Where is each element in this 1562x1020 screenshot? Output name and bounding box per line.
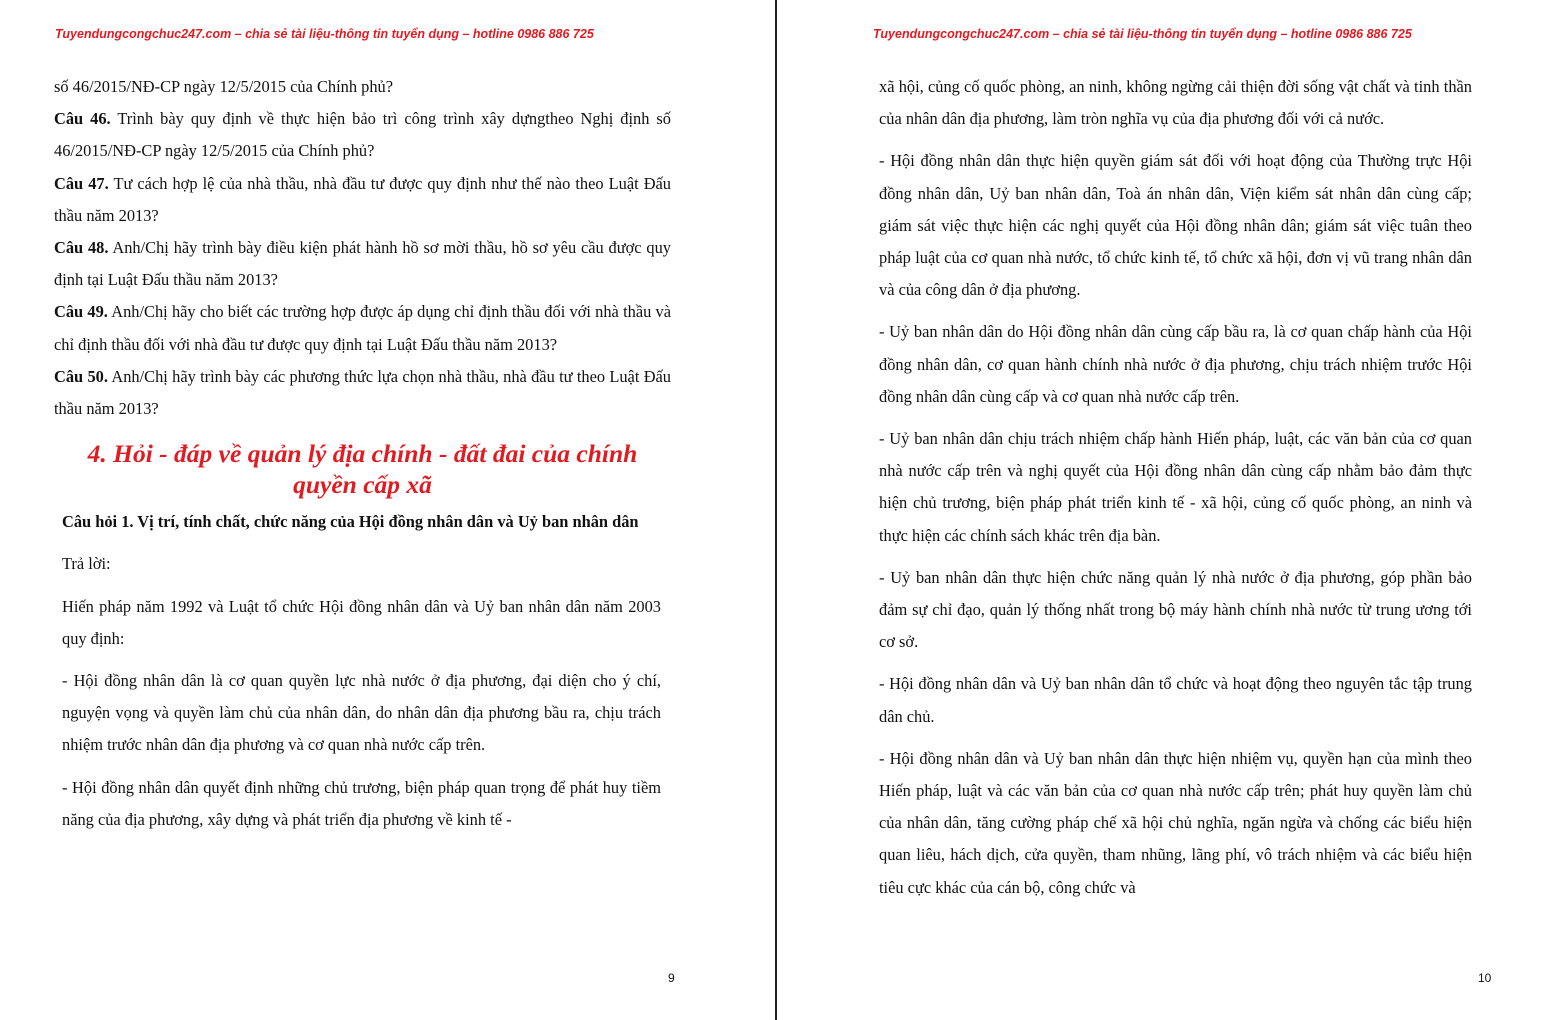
body-paragraph: xã hội, củng cố quốc phòng, an ninh, không ngừng cải thiện đời sống vật chất và tinh thần của nhân dân địa phương, làm tròn nghĩa vụ của địa phương đối với cả nước. [879, 77, 1472, 129]
question-item [54, 168, 671, 232]
section-heading: 4. Hỏi - đáp về quản lý địa chính - đất đai của chính quyền cấp xã [87, 439, 638, 500]
body-paragraph: - Hội đồng nhân dân và Uỷ ban nhân dân thực hiện nhiệm vụ, quyền hạn của mình theo Hiến pháp, luật và các văn bản của cơ quan nhà nước cấp trên; phát huy quyền làm chủ của nhân dân, tăng cường pháp chế xã hội chủ nghĩa, ngăn ngừa và chống các biểu hiện quan liêu, hách dịch, cửa quyền, tham nhũng, lãng phí, vô trách nhiệm và các biểu hiện tiêu cực khác của cán bộ, công chức và [879, 748, 1472, 897]
question-item [54, 361, 671, 425]
question-text: Anh/Chị hãy trình bày điều kiện phát hành hồ sơ mời thầu, hồ sơ yêu cầu được quy định tại Luật Đấu thầu năm 2013? [54, 238, 671, 290]
body-paragraph: - Uỷ ban nhân dân thực hiện chức năng quản lý nhà nước ở địa phương, góp phần bảo đảm sự chỉ đạo, quản lý thống nhất trong bộ máy hành chính nhà nước từ trung ương tới cơ sở. [879, 567, 1472, 652]
page-number: 10 [1478, 971, 1492, 985]
page-header[interactable]: Tuyendungcongchuc247.com – chia sẻ tài liệu-thông tin tuyển dụng – hotline 0986 886 725 [873, 27, 1412, 41]
page-divider [775, 0, 777, 1020]
question-text: số 46/2015/NĐ-CP ngày 12/5/2015 của Chính phủ? [54, 77, 394, 96]
question-label: Câu 49. [54, 302, 108, 322]
body-paragraph: - Uỷ ban nhân dân do Hội đồng nhân dân cùng cấp bầu ra, là cơ quan chấp hành của Hội đồng nhân dân, cơ quan hành chính nhà nước ở địa phương, chịu trách nhiệm trước Hội đồng nhân dân cùng cấp và cơ quan nhà nước cấp trên. [879, 322, 1472, 406]
page-number: 9 [668, 971, 675, 985]
question-title: Câu hỏi 1. Vị trí, tính chất, chức năng của Hội đồng nhân dân và Uỷ ban nhân dân [62, 512, 639, 532]
body-paragraph: - Hội đồng nhân dân là cơ quan quyền lực nhà nước ở địa phương, đại diện cho ý chí, nguyện vọng và quyền làm chủ của nhân dân, do nhân dân địa phương bầu ra, chịu trách nhiệm trước nhân dân địa phương và cơ quan nhà nước cấp trên. [62, 671, 661, 755]
question-text: Anh/Chị hãy trình bày các phương thức lựa chọn nhà thầu, nhà đầu tư theo Luật Đấu thầu năm 2013? [54, 366, 671, 419]
question-text: Tư cách hợp lệ của nhà thầu, nhà đầu tư được quy định như thế nào theo Luật Đấu thầu năm 2013? [54, 173, 672, 225]
body-paragraph: Hiến pháp năm 1992 và Luật tổ chức Hội đồng nhân dân và Uỷ ban nhân dân năm 2003 quy định: [62, 596, 661, 648]
body-paragraph: - Hội đồng nhân dân thực hiện quyền giám sát đối với hoạt động của Thường trực Hội đồng nhân dân, Uỷ ban nhân dân, Toà án nhân dân, Viện kiểm sát nhân dân cùng cấp; giám sát việc thực hiện các nghị quyết của Hội đồng nhân dân; giám sát việc tuân theo pháp luật của cơ quan nhà nước, tổ chức kinh tế, tổ chức xã hội, đơn vị vũ trang nhân dân và của công dân ở địa phương. [879, 151, 1472, 300]
question-text: Anh/Chị hãy cho biết các trường hợp được áp dụng chỉ định thầu đối với nhà thầu và chỉ định thầu đối với nhà đầu tư được quy định tại Luật Đấu thầu năm 2013? [54, 302, 672, 354]
left-page [0, 0, 776, 1020]
question-item [54, 71, 671, 103]
question-label: Câu 48. [54, 238, 109, 258]
answer-label: Trả lời: [62, 554, 111, 574]
page-header[interactable]: Tuyendungcongchuc247.com – chia sẻ tài liệu-thông tin tuyển dụng – hotline 0986 886 725 [55, 27, 594, 41]
question-label: Câu 47. [54, 173, 109, 193]
body-paragraph: - Uỷ ban nhân dân chịu trách nhiệm chấp hành Hiến pháp, luật, các văn bản của cơ quan nhà nước cấp trên và nghị quyết của Hội đồng nhân dân cùng cấp nhằm bảo đảm thực hiện chủ trương, biện pháp phát triển kinh tế - xã hội, củng cố quốc phòng, an ninh và thực hiện các chính sách khác trên địa bàn. [879, 429, 1472, 545]
page-content [54, 71, 671, 846]
right-page [778, 0, 1562, 1020]
question-item [54, 103, 671, 167]
question-label: Câu 50. [54, 366, 108, 386]
question-text: Trình bày quy định về thực hiện bảo trì công trình xây dựngtheo Nghị định số 46/2015/NĐ-CP ngày 12/5/2015 của Chính phủ? [54, 109, 671, 161]
question-item [54, 232, 671, 296]
page-content [879, 71, 1472, 914]
question-label: Câu 46. [54, 109, 111, 129]
body-paragraph: - Hội đồng nhân dân quyết định những chủ trương, biện pháp quan trọng để phát huy tiềm năng của địa phương, xây dựng và phát triển địa phương về kinh tế - [62, 777, 661, 829]
body-paragraph: - Hội đồng nhân dân và Uỷ ban nhân dân tổ chức và hoạt động theo nguyên tắc tập trung dân chủ. [879, 674, 1472, 726]
question-item [54, 296, 671, 360]
